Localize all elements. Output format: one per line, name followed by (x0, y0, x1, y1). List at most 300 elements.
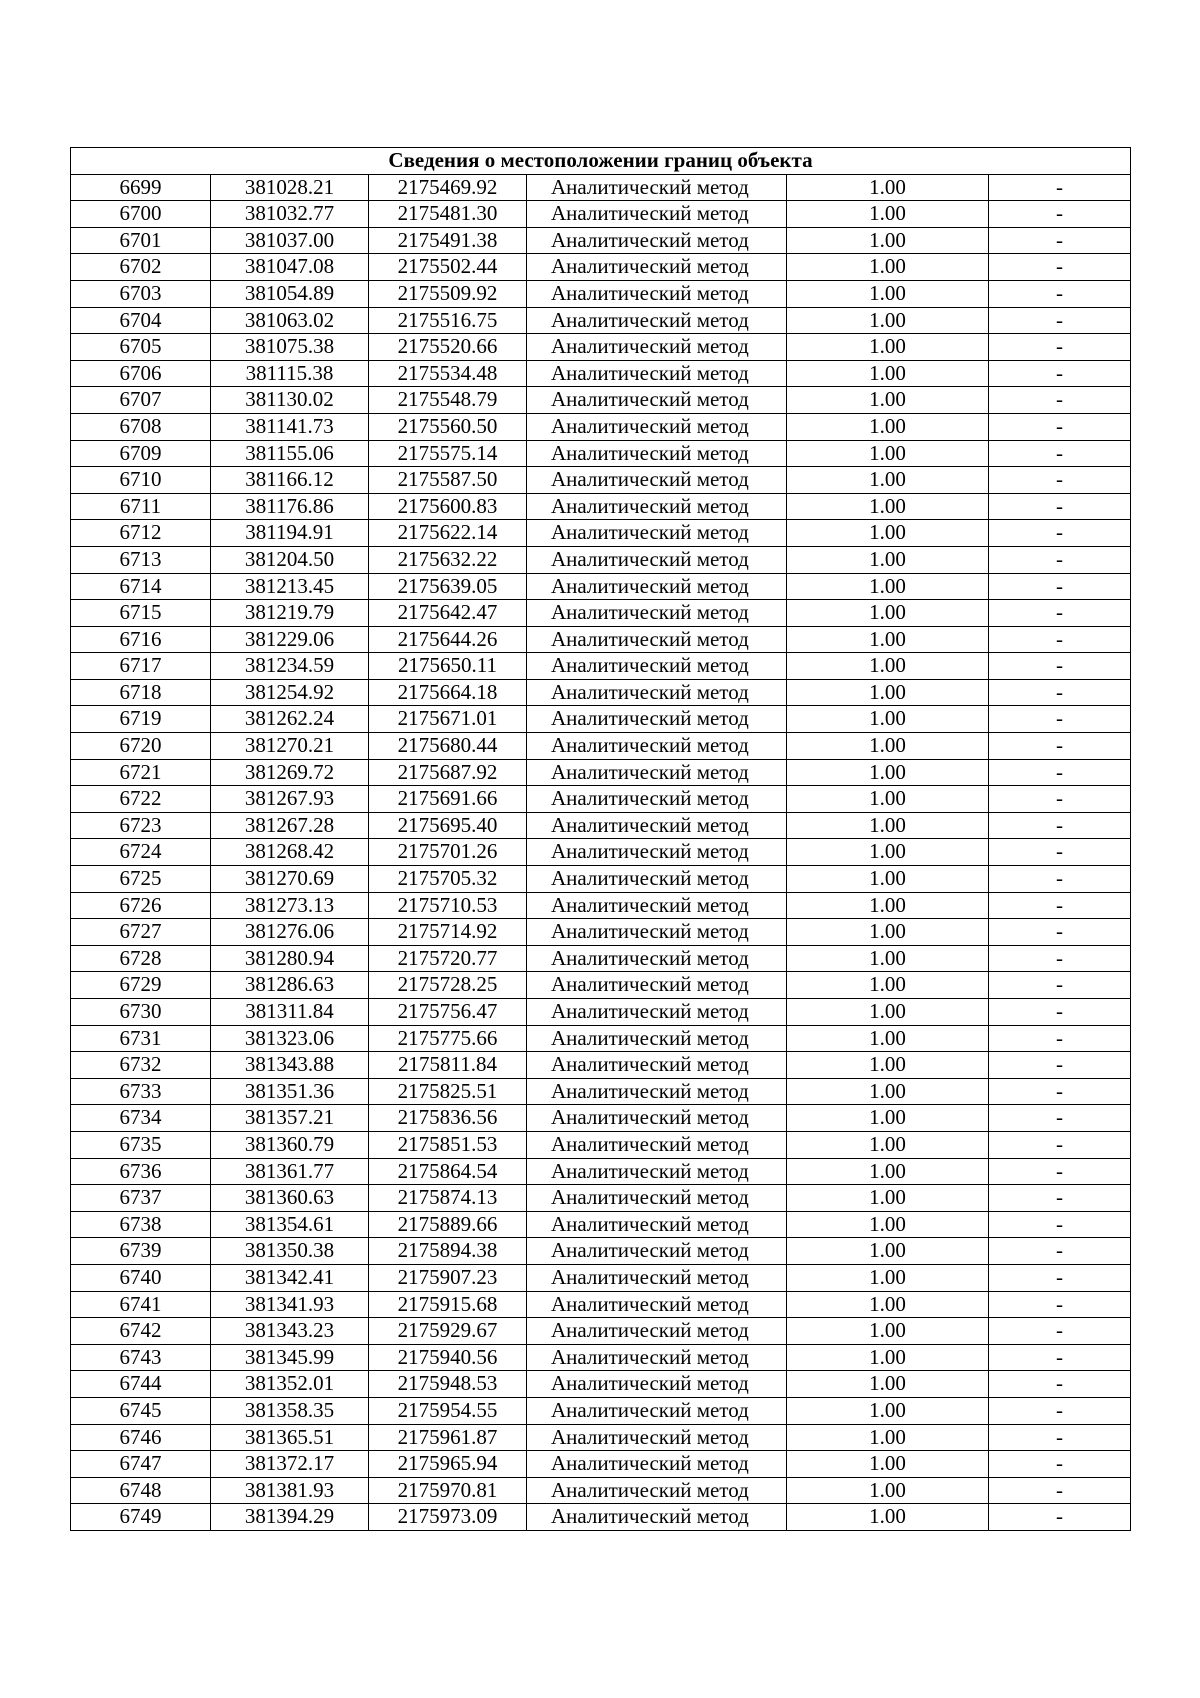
point-number-cell: 6731 (71, 1025, 211, 1052)
x-coordinate-cell: 381372.17 (211, 1451, 369, 1478)
table-body (71, 174, 1131, 1530)
x-coordinate-cell: 381166.12 (211, 467, 369, 494)
method-cell: Аналитический метод (527, 1318, 787, 1345)
y-coordinate-cell: 2175491.38 (369, 227, 527, 254)
accuracy-cell: 1.00 (787, 493, 989, 520)
y-coordinate-cell: 2175825.51 (369, 1078, 527, 1105)
table-row (71, 1078, 1131, 1105)
table-row (71, 493, 1131, 520)
y-coordinate-cell: 2175714.92 (369, 919, 527, 946)
point-number-cell: 6741 (71, 1291, 211, 1318)
description-cell: - (989, 387, 1131, 414)
x-coordinate-cell: 381213.45 (211, 573, 369, 600)
accuracy-cell: 1.00 (787, 280, 989, 307)
point-number-cell: 6729 (71, 972, 211, 999)
method-cell: Аналитический метод (527, 1451, 787, 1478)
accuracy-cell: 1.00 (787, 626, 989, 653)
table-row (71, 174, 1131, 201)
y-coordinate-cell: 2175650.11 (369, 653, 527, 680)
point-number-cell: 6705 (71, 334, 211, 361)
x-coordinate-cell: 381267.93 (211, 786, 369, 813)
accuracy-cell: 1.00 (787, 546, 989, 573)
x-coordinate-cell: 381262.24 (211, 706, 369, 733)
x-coordinate-cell: 381155.06 (211, 440, 369, 467)
y-coordinate-cell: 2175728.25 (369, 972, 527, 999)
description-cell: - (989, 706, 1131, 733)
accuracy-cell: 1.00 (787, 360, 989, 387)
description-cell: - (989, 600, 1131, 627)
point-number-cell: 6710 (71, 467, 211, 494)
x-coordinate-cell: 381032.77 (211, 201, 369, 228)
point-number-cell: 6719 (71, 706, 211, 733)
point-number-cell: 6725 (71, 866, 211, 893)
description-cell: - (989, 1344, 1131, 1371)
method-cell: Аналитический метод (527, 999, 787, 1026)
table-row (71, 786, 1131, 813)
table-row (71, 307, 1131, 334)
x-coordinate-cell: 381270.69 (211, 866, 369, 893)
method-cell: Аналитический метод (527, 334, 787, 361)
table-row (71, 280, 1131, 307)
table-row (71, 1211, 1131, 1238)
x-coordinate-cell: 381311.84 (211, 999, 369, 1026)
accuracy-cell: 1.00 (787, 839, 989, 866)
x-coordinate-cell: 381360.79 (211, 1131, 369, 1158)
point-number-cell: 6748 (71, 1477, 211, 1504)
description-cell: - (989, 892, 1131, 919)
accuracy-cell: 1.00 (787, 201, 989, 228)
table-row (71, 440, 1131, 467)
y-coordinate-cell: 2175961.87 (369, 1424, 527, 1451)
method-cell: Аналитический метод (527, 387, 787, 414)
x-coordinate-cell: 381054.89 (211, 280, 369, 307)
y-coordinate-cell: 2175907.23 (369, 1264, 527, 1291)
table-row (71, 1397, 1131, 1424)
method-cell: Аналитический метод (527, 1291, 787, 1318)
y-coordinate-cell: 2175639.05 (369, 573, 527, 600)
point-number-cell: 6700 (71, 201, 211, 228)
point-number-cell: 6727 (71, 919, 211, 946)
description-cell: - (989, 759, 1131, 786)
point-number-cell: 6717 (71, 653, 211, 680)
point-number-cell: 6707 (71, 387, 211, 414)
x-coordinate-cell: 381352.01 (211, 1371, 369, 1398)
y-coordinate-cell: 2175502.44 (369, 254, 527, 281)
table-row (71, 1371, 1131, 1398)
description-cell: - (989, 1397, 1131, 1424)
point-number-cell: 6733 (71, 1078, 211, 1105)
accuracy-cell: 1.00 (787, 1238, 989, 1265)
x-coordinate-cell: 381323.06 (211, 1025, 369, 1052)
table-row (71, 839, 1131, 866)
x-coordinate-cell: 381270.21 (211, 733, 369, 760)
method-cell: Аналитический метод (527, 1185, 787, 1212)
point-number-cell: 6702 (71, 254, 211, 281)
x-coordinate-cell: 381357.21 (211, 1105, 369, 1132)
method-cell: Аналитический метод (527, 919, 787, 946)
table-row (71, 546, 1131, 573)
table-row (71, 1264, 1131, 1291)
description-cell: - (989, 972, 1131, 999)
x-coordinate-cell: 381273.13 (211, 892, 369, 919)
accuracy-cell: 1.00 (787, 812, 989, 839)
method-cell: Аналитический метод (527, 1424, 787, 1451)
method-cell: Аналитический метод (527, 972, 787, 999)
y-coordinate-cell: 2175520.66 (369, 334, 527, 361)
accuracy-cell: 1.00 (787, 1371, 989, 1398)
method-cell: Аналитический метод (527, 945, 787, 972)
x-coordinate-cell: 381234.59 (211, 653, 369, 680)
accuracy-cell: 1.00 (787, 1344, 989, 1371)
table-row (71, 520, 1131, 547)
accuracy-cell: 1.00 (787, 600, 989, 627)
point-number-cell: 6749 (71, 1504, 211, 1531)
x-coordinate-cell: 381267.28 (211, 812, 369, 839)
table-row (71, 413, 1131, 440)
method-cell: Аналитический метод (527, 1397, 787, 1424)
y-coordinate-cell: 2175965.94 (369, 1451, 527, 1478)
point-number-cell: 6711 (71, 493, 211, 520)
point-number-cell: 6714 (71, 573, 211, 600)
point-number-cell: 6734 (71, 1105, 211, 1132)
y-coordinate-cell: 2175664.18 (369, 679, 527, 706)
table-row (71, 892, 1131, 919)
x-coordinate-cell: 381354.61 (211, 1211, 369, 1238)
method-cell: Аналитический метод (527, 1105, 787, 1132)
point-number-cell: 6706 (71, 360, 211, 387)
method-cell: Аналитический метод (527, 1131, 787, 1158)
table-row (71, 1185, 1131, 1212)
y-coordinate-cell: 2175973.09 (369, 1504, 527, 1531)
point-number-cell: 6732 (71, 1052, 211, 1079)
y-coordinate-cell: 2175720.77 (369, 945, 527, 972)
table-row (71, 254, 1131, 281)
method-cell: Аналитический метод (527, 812, 787, 839)
y-coordinate-cell: 2175587.50 (369, 467, 527, 494)
table-row (71, 1238, 1131, 1265)
y-coordinate-cell: 2175516.75 (369, 307, 527, 334)
description-cell: - (989, 280, 1131, 307)
method-cell: Аналитический метод (527, 600, 787, 627)
accuracy-cell: 1.00 (787, 866, 989, 893)
y-coordinate-cell: 2175705.32 (369, 866, 527, 893)
method-cell: Аналитический метод (527, 201, 787, 228)
description-cell: - (989, 520, 1131, 547)
x-coordinate-cell: 381204.50 (211, 546, 369, 573)
accuracy-cell: 1.00 (787, 706, 989, 733)
description-cell: - (989, 1477, 1131, 1504)
x-coordinate-cell: 381130.02 (211, 387, 369, 414)
accuracy-cell: 1.00 (787, 1477, 989, 1504)
table-row (71, 653, 1131, 680)
table-row (71, 1025, 1131, 1052)
method-cell: Аналитический метод (527, 653, 787, 680)
x-coordinate-cell: 381141.73 (211, 413, 369, 440)
y-coordinate-cell: 2175600.83 (369, 493, 527, 520)
description-cell: - (989, 1052, 1131, 1079)
accuracy-cell: 1.00 (787, 387, 989, 414)
point-number-cell: 6730 (71, 999, 211, 1026)
method-cell: Аналитический метод (527, 679, 787, 706)
x-coordinate-cell: 381343.88 (211, 1052, 369, 1079)
y-coordinate-cell: 2175560.50 (369, 413, 527, 440)
accuracy-cell: 1.00 (787, 520, 989, 547)
accuracy-cell: 1.00 (787, 972, 989, 999)
method-cell: Аналитический метод (527, 573, 787, 600)
y-coordinate-cell: 2175889.66 (369, 1211, 527, 1238)
description-cell: - (989, 174, 1131, 201)
accuracy-cell: 1.00 (787, 679, 989, 706)
y-coordinate-cell: 2175929.67 (369, 1318, 527, 1345)
point-number-cell: 6740 (71, 1264, 211, 1291)
accuracy-cell: 1.00 (787, 227, 989, 254)
table-row (71, 1105, 1131, 1132)
accuracy-cell: 1.00 (787, 1211, 989, 1238)
accuracy-cell: 1.00 (787, 945, 989, 972)
method-cell: Аналитический метод (527, 1211, 787, 1238)
accuracy-cell: 1.00 (787, 1025, 989, 1052)
accuracy-cell: 1.00 (787, 307, 989, 334)
point-number-cell: 6728 (71, 945, 211, 972)
description-cell: - (989, 440, 1131, 467)
description-cell: - (989, 1211, 1131, 1238)
table-row (71, 706, 1131, 733)
accuracy-cell: 1.00 (787, 1052, 989, 1079)
description-cell: - (989, 866, 1131, 893)
table-row (71, 1451, 1131, 1478)
point-number-cell: 6723 (71, 812, 211, 839)
description-cell: - (989, 573, 1131, 600)
y-coordinate-cell: 2175836.56 (369, 1105, 527, 1132)
x-coordinate-cell: 381342.41 (211, 1264, 369, 1291)
point-number-cell: 6735 (71, 1131, 211, 1158)
point-number-cell: 6701 (71, 227, 211, 254)
description-cell: - (989, 1291, 1131, 1318)
y-coordinate-cell: 2175575.14 (369, 440, 527, 467)
point-number-cell: 6726 (71, 892, 211, 919)
x-coordinate-cell: 381254.92 (211, 679, 369, 706)
x-coordinate-cell: 381276.06 (211, 919, 369, 946)
table-row (71, 1318, 1131, 1345)
description-cell: - (989, 1371, 1131, 1398)
point-number-cell: 6699 (71, 174, 211, 201)
accuracy-cell: 1.00 (787, 1185, 989, 1212)
y-coordinate-cell: 2175851.53 (369, 1131, 527, 1158)
x-coordinate-cell: 381063.02 (211, 307, 369, 334)
table-row (71, 759, 1131, 786)
x-coordinate-cell: 381350.38 (211, 1238, 369, 1265)
point-number-cell: 6708 (71, 413, 211, 440)
x-coordinate-cell: 381358.35 (211, 1397, 369, 1424)
x-coordinate-cell: 381345.99 (211, 1344, 369, 1371)
method-cell: Аналитический метод (527, 626, 787, 653)
table-row (71, 733, 1131, 760)
accuracy-cell: 1.00 (787, 653, 989, 680)
description-cell: - (989, 786, 1131, 813)
accuracy-cell: 1.00 (787, 573, 989, 600)
accuracy-cell: 1.00 (787, 1451, 989, 1478)
description-cell: - (989, 413, 1131, 440)
table-row (71, 334, 1131, 361)
point-number-cell: 6743 (71, 1344, 211, 1371)
method-cell: Аналитический метод (527, 520, 787, 547)
table-row (71, 1344, 1131, 1371)
x-coordinate-cell: 381343.23 (211, 1318, 369, 1345)
description-cell: - (989, 679, 1131, 706)
point-number-cell: 6715 (71, 600, 211, 627)
point-number-cell: 6703 (71, 280, 211, 307)
y-coordinate-cell: 2175644.26 (369, 626, 527, 653)
y-coordinate-cell: 2175695.40 (369, 812, 527, 839)
x-coordinate-cell: 381361.77 (211, 1158, 369, 1185)
description-cell: - (989, 1078, 1131, 1105)
point-number-cell: 6737 (71, 1185, 211, 1212)
point-number-cell: 6709 (71, 440, 211, 467)
description-cell: - (989, 812, 1131, 839)
description-cell: - (989, 1264, 1131, 1291)
method-cell: Аналитический метод (527, 174, 787, 201)
table-row (71, 387, 1131, 414)
x-coordinate-cell: 381047.08 (211, 254, 369, 281)
accuracy-cell: 1.00 (787, 1264, 989, 1291)
point-number-cell: 6738 (71, 1211, 211, 1238)
table-row (71, 972, 1131, 999)
point-number-cell: 6742 (71, 1318, 211, 1345)
method-cell: Аналитический метод (527, 1264, 787, 1291)
y-coordinate-cell: 2175874.13 (369, 1185, 527, 1212)
description-cell: - (989, 1238, 1131, 1265)
point-number-cell: 6739 (71, 1238, 211, 1265)
y-coordinate-cell: 2175811.84 (369, 1052, 527, 1079)
x-coordinate-cell: 381176.86 (211, 493, 369, 520)
y-coordinate-cell: 2175894.38 (369, 1238, 527, 1265)
accuracy-cell: 1.00 (787, 892, 989, 919)
point-number-cell: 6720 (71, 733, 211, 760)
x-coordinate-cell: 381286.63 (211, 972, 369, 999)
table-title: Сведения о местоположении границ объекта (71, 148, 1131, 175)
x-coordinate-cell: 381219.79 (211, 600, 369, 627)
description-cell: - (989, 653, 1131, 680)
method-cell: Аналитический метод (527, 280, 787, 307)
accuracy-cell: 1.00 (787, 440, 989, 467)
method-cell: Аналитический метод (527, 759, 787, 786)
point-number-cell: 6736 (71, 1158, 211, 1185)
y-coordinate-cell: 2175954.55 (369, 1397, 527, 1424)
table-row (71, 227, 1131, 254)
method-cell: Аналитический метод (527, 1504, 787, 1531)
method-cell: Аналитический метод (527, 786, 787, 813)
accuracy-cell: 1.00 (787, 1105, 989, 1132)
method-cell: Аналитический метод (527, 1052, 787, 1079)
description-cell: - (989, 546, 1131, 573)
description-cell: - (989, 839, 1131, 866)
accuracy-cell: 1.00 (787, 413, 989, 440)
y-coordinate-cell: 2175632.22 (369, 546, 527, 573)
y-coordinate-cell: 2175548.79 (369, 387, 527, 414)
table-row (71, 201, 1131, 228)
point-number-cell: 6722 (71, 786, 211, 813)
point-number-cell: 6721 (71, 759, 211, 786)
accuracy-cell: 1.00 (787, 1318, 989, 1345)
description-cell: - (989, 1025, 1131, 1052)
description-cell: - (989, 201, 1131, 228)
point-number-cell: 6716 (71, 626, 211, 653)
y-coordinate-cell: 2175680.44 (369, 733, 527, 760)
x-coordinate-cell: 381351.36 (211, 1078, 369, 1105)
x-coordinate-cell: 381280.94 (211, 945, 369, 972)
description-cell: - (989, 919, 1131, 946)
table-row (71, 467, 1131, 494)
y-coordinate-cell: 2175534.48 (369, 360, 527, 387)
accuracy-cell: 1.00 (787, 1078, 989, 1105)
y-coordinate-cell: 2175940.56 (369, 1344, 527, 1371)
y-coordinate-cell: 2175710.53 (369, 892, 527, 919)
point-number-cell: 6744 (71, 1371, 211, 1398)
table-row (71, 573, 1131, 600)
x-coordinate-cell: 381115.38 (211, 360, 369, 387)
point-number-cell: 6747 (71, 1451, 211, 1478)
y-coordinate-cell: 2175481.30 (369, 201, 527, 228)
x-coordinate-cell: 381028.21 (211, 174, 369, 201)
method-cell: Аналитический метод (527, 546, 787, 573)
table-row (71, 812, 1131, 839)
x-coordinate-cell: 381194.91 (211, 520, 369, 547)
description-cell: - (989, 1185, 1131, 1212)
method-cell: Аналитический метод (527, 839, 787, 866)
x-coordinate-cell: 381037.00 (211, 227, 369, 254)
y-coordinate-cell: 2175469.92 (369, 174, 527, 201)
accuracy-cell: 1.00 (787, 786, 989, 813)
x-coordinate-cell: 381268.42 (211, 839, 369, 866)
table-row (71, 945, 1131, 972)
accuracy-cell: 1.00 (787, 174, 989, 201)
description-cell: - (989, 254, 1131, 281)
table-row (71, 1424, 1131, 1451)
point-number-cell: 6712 (71, 520, 211, 547)
description-cell: - (989, 334, 1131, 361)
method-cell: Аналитический метод (527, 1371, 787, 1398)
description-cell: - (989, 1318, 1131, 1345)
y-coordinate-cell: 2175864.54 (369, 1158, 527, 1185)
x-coordinate-cell: 381075.38 (211, 334, 369, 361)
x-coordinate-cell: 381365.51 (211, 1424, 369, 1451)
y-coordinate-cell: 2175775.66 (369, 1025, 527, 1052)
description-cell: - (989, 1131, 1131, 1158)
method-cell: Аналитический метод (527, 227, 787, 254)
accuracy-cell: 1.00 (787, 1131, 989, 1158)
method-cell: Аналитический метод (527, 360, 787, 387)
method-cell: Аналитический метод (527, 733, 787, 760)
y-coordinate-cell: 2175756.47 (369, 999, 527, 1026)
method-cell: Аналитический метод (527, 1158, 787, 1185)
method-cell: Аналитический метод (527, 706, 787, 733)
method-cell: Аналитический метод (527, 1025, 787, 1052)
x-coordinate-cell: 381229.06 (211, 626, 369, 653)
table-row (71, 919, 1131, 946)
accuracy-cell: 1.00 (787, 999, 989, 1026)
method-cell: Аналитический метод (527, 1078, 787, 1105)
point-number-cell: 6746 (71, 1424, 211, 1451)
y-coordinate-cell: 2175701.26 (369, 839, 527, 866)
table-title-row (71, 148, 1131, 175)
boundary-coordinates-table (70, 147, 1131, 1531)
table-row (71, 1291, 1131, 1318)
table-row (71, 679, 1131, 706)
y-coordinate-cell: 2175642.47 (369, 600, 527, 627)
y-coordinate-cell: 2175687.92 (369, 759, 527, 786)
method-cell: Аналитический метод (527, 493, 787, 520)
table-row (71, 600, 1131, 627)
